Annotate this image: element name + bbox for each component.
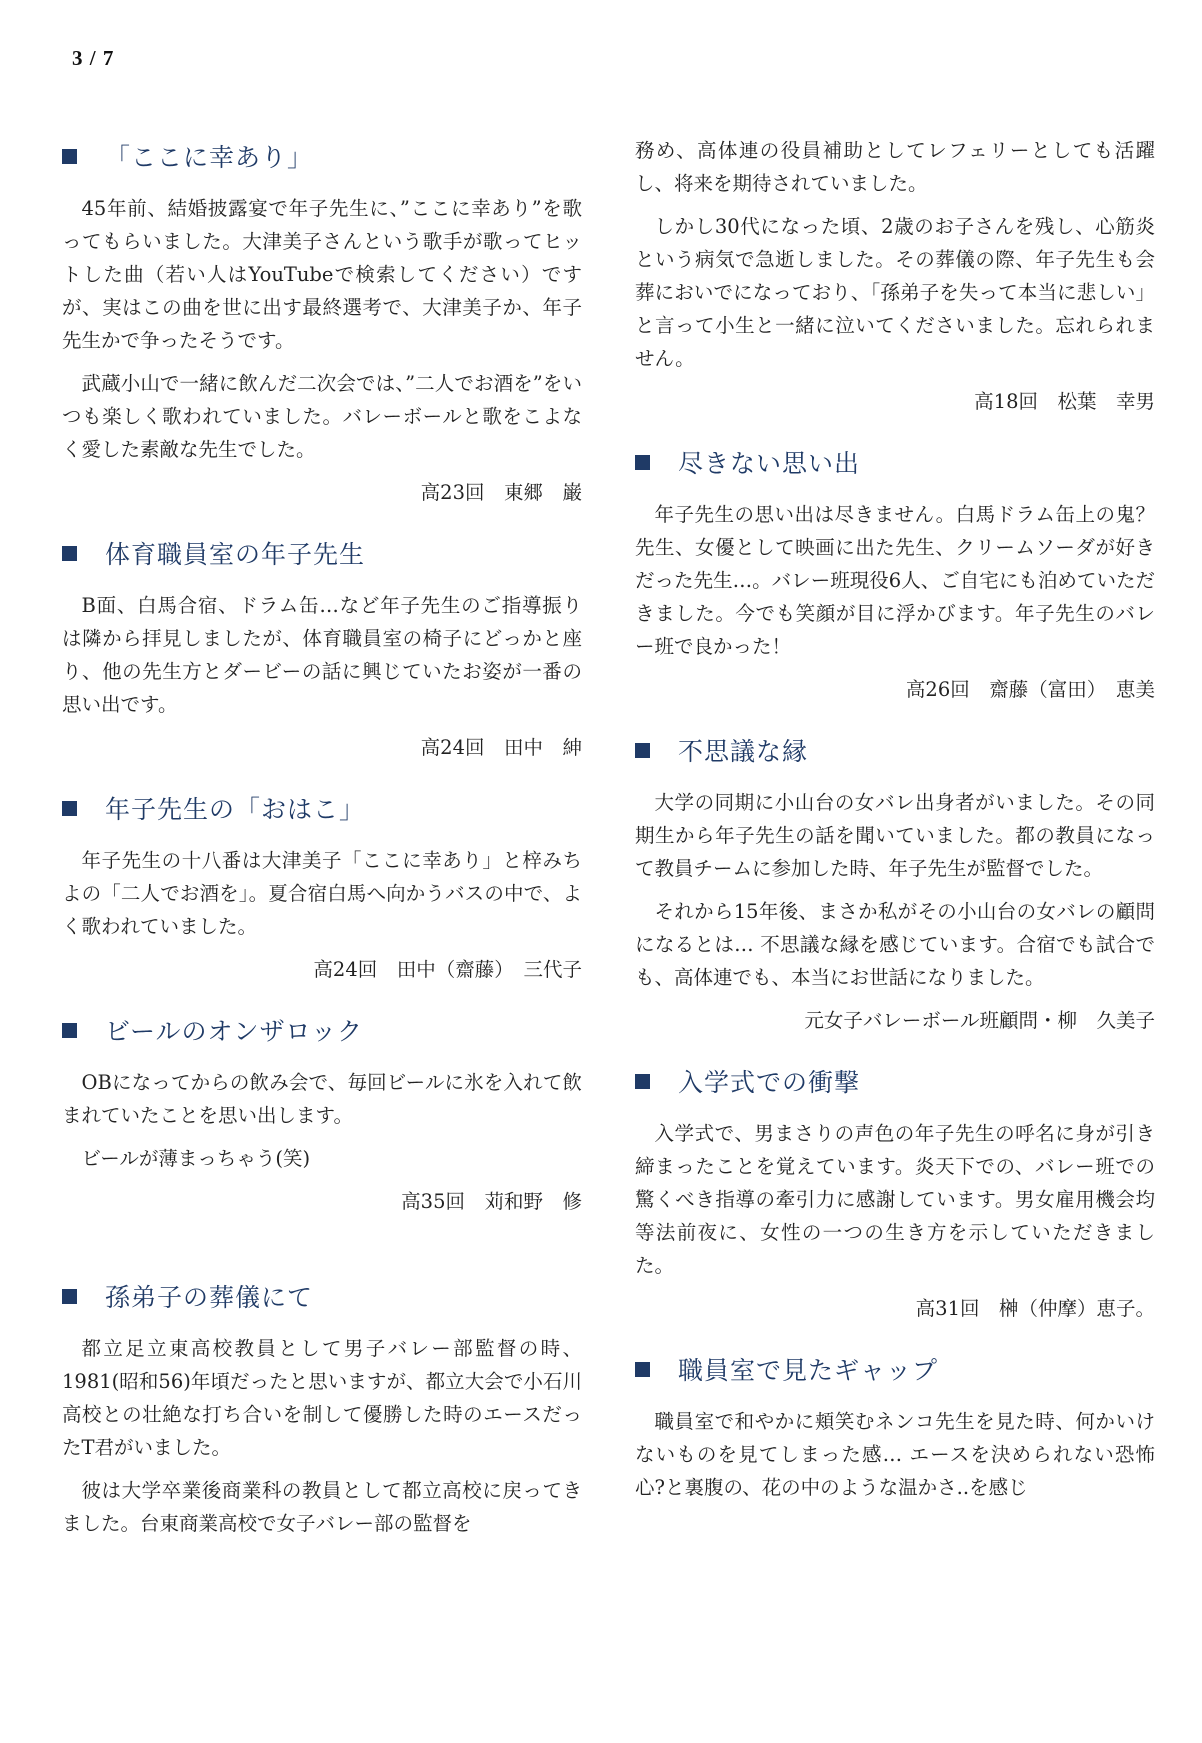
article-heading — [62, 1278, 582, 1314]
heading-text: 年子先生の「おはこ」 — [105, 795, 366, 824]
article-paragraph: 彼は大学卒業後商業科の教員として都立高校に戻ってきました。台東商業高校で女子バレー部の監督を — [62, 1479, 582, 1535]
spacer — [62, 1244, 582, 1278]
square-bullet-icon — [635, 455, 650, 470]
heading-text: ビールのオンザロック — [105, 1017, 364, 1046]
author-signature: 高26回 齋藤（富田） 恵美 — [905, 678, 1155, 701]
heading-text: 不思議な縁 — [678, 737, 809, 766]
article-paragraph: 職員室で和やかに頬笑むネンコ先生を見た時、何かいけないものを見てしまった感… エースを決められない恐怖心?と裏腹の、花の中のような温かさ..を感じ — [635, 1410, 1155, 1499]
article-paragraph: 都立足立東高校教員として男子バレー部監督の時、1981(昭和56)年頃だったと思いますが、都立大会で小石川高校との壮絶な打ち合いを制して優勝した時のエースだったT君がいました。 — [62, 1337, 582, 1459]
heading-text: 入学式での衝撃 — [678, 1068, 861, 1097]
author-signature: 元女子バレーボール班顧問・柳 久美子 — [804, 1009, 1155, 1032]
square-bullet-icon — [62, 1023, 77, 1038]
article-fushigi-na-en — [635, 732, 1155, 1037]
article-paragraph: 45年前、結婚披露宴で年子先生に、”ここに幸あり”を歌ってもらいました。大津美子さんという歌手が歌ってヒットした曲（若い人はYouTubeで検索してください）ですが、実はこの曲を世に出す最終選考で、大津美子か、年子先生かで争ったそうです。 — [62, 197, 582, 352]
author-signature: 高23回 東郷 巌 — [420, 481, 582, 504]
article-ohako — [62, 790, 582, 986]
article-paragraph: 年子先生の思い出は尽きません。白馬ドラム缶上の鬼？先生、女優として映画に出た先生、クリームソーダが好きだった先生…。バレー班現役6人、ご自宅にも泊めていただきました。今でも笑顔が目に浮かびます。年子先生のバレー班で良かった！ — [635, 503, 1155, 658]
article-paragraph: ビールが薄まっちゃう(笑) — [81, 1147, 311, 1170]
square-bullet-icon — [62, 149, 77, 164]
author-signature: 高18回 松葉 幸男 — [974, 390, 1155, 413]
article-heading — [635, 1063, 1155, 1099]
square-bullet-icon — [635, 1362, 650, 1377]
article-paragraph: 年子先生の十八番は大津美子「ここに幸あり」と梓みちよの「二人でお酒を」。夏合宿白馬へ向かうバスの中で、よく歌われていました。 — [62, 849, 582, 938]
author-signature: 高35回 苅和野 修 — [401, 1190, 582, 1213]
left-column — [62, 138, 582, 1566]
article-paragraph: それから15年後、まさか私がその小山台の女バレの顧問になるとは… 不思議な縁を感じています。合宿でも試合でも、高体連でも、本当にお世話になりました。 — [635, 900, 1155, 989]
square-bullet-icon — [62, 801, 77, 816]
author-signature: 高24回 田中（齋藤） 三代子 — [313, 958, 582, 981]
author-signature: 高24回 田中 紳 — [420, 736, 582, 759]
article-heading — [635, 1351, 1155, 1387]
article-taiiku-shokuinshitsu — [62, 535, 582, 764]
article-magodeshi-sougi — [62, 1278, 582, 1540]
square-bullet-icon — [635, 743, 650, 758]
article-heading — [62, 790, 582, 826]
article-heading — [635, 732, 1155, 768]
heading-text: 職員室で見たギャップ — [678, 1356, 939, 1385]
article-heading — [62, 138, 582, 174]
article-paragraph: しかし30代になった頃、2歳のお子さんを残し、心筋炎という病気で急逝しました。その葬儀の際、年子先生も会葬においでになっており、「孫弟子を失って本当に悲しい」と言って小生と一緒に泣いてくださいました。忘れられません。 — [635, 215, 1155, 370]
article-koko-ni-sachi-ari — [62, 138, 582, 509]
right-column — [635, 134, 1155, 1530]
article-heading — [62, 535, 582, 571]
article-paragraph: 大学の同期に小山台の女バレ出身者がいました。その同期生から年子先生の話を聞いていました。都の教員になって教員チームに参加した時、年子先生が監督でした。 — [635, 791, 1155, 880]
heading-text: 孫弟子の葬儀にて — [105, 1283, 314, 1312]
square-bullet-icon — [62, 1289, 77, 1304]
article-heading — [635, 444, 1155, 480]
heading-text: 体育職員室の年子先生 — [105, 540, 366, 569]
article-nyugakushiki — [635, 1063, 1155, 1325]
article-paragraph: B面、白馬合宿、ドラム缶…など年子先生のご指導振りは隣から拝見しましたが、体育職員室の椅子にどっかと座り、他の先生方とダービーの話に興じていたお姿が一番の思い出です。 — [62, 594, 582, 716]
article-paragraph: 入学式で、男まさりの声色の年子先生の呼名に身が引き締まったことを覚えています。炎天下での、バレー班での驚くべき指導の牽引力に感謝しています。男女雇用機会均等法前夜に、女性の一つの生き方を示していただきました。 — [635, 1122, 1155, 1277]
page-number: 3 / 7 — [72, 46, 115, 70]
article-magodeshi-continued — [635, 134, 1155, 418]
article-paragraph: OBになってからの飲み会で、毎回ビールに氷を入れて飲まれていたことを思い出します。 — [62, 1071, 582, 1127]
article-paragraph: 務め、高体連の役員補助としてレフェリーとしても活躍し、将来を期待されていました。 — [635, 139, 1155, 195]
square-bullet-icon — [62, 546, 77, 561]
article-beer-on-the-rocks — [62, 1012, 582, 1218]
square-bullet-icon — [635, 1074, 650, 1089]
heading-text: 「ここに幸あり」 — [105, 143, 314, 172]
article-tsukinai-omoide — [635, 444, 1155, 706]
article-shokuinshitsu-gap — [635, 1351, 1155, 1504]
author-signature: 高31回 榊（仲摩）恵子。 — [915, 1297, 1155, 1320]
heading-text: 尽きない思い出 — [678, 449, 861, 478]
article-heading — [62, 1012, 582, 1048]
article-paragraph: 武蔵小山で一緒に飲んだ二次会では、”二人でお酒を”をいつも楽しく歌われていました。バレーボールと歌をこよなく愛した素敵な先生でした。 — [62, 372, 582, 461]
